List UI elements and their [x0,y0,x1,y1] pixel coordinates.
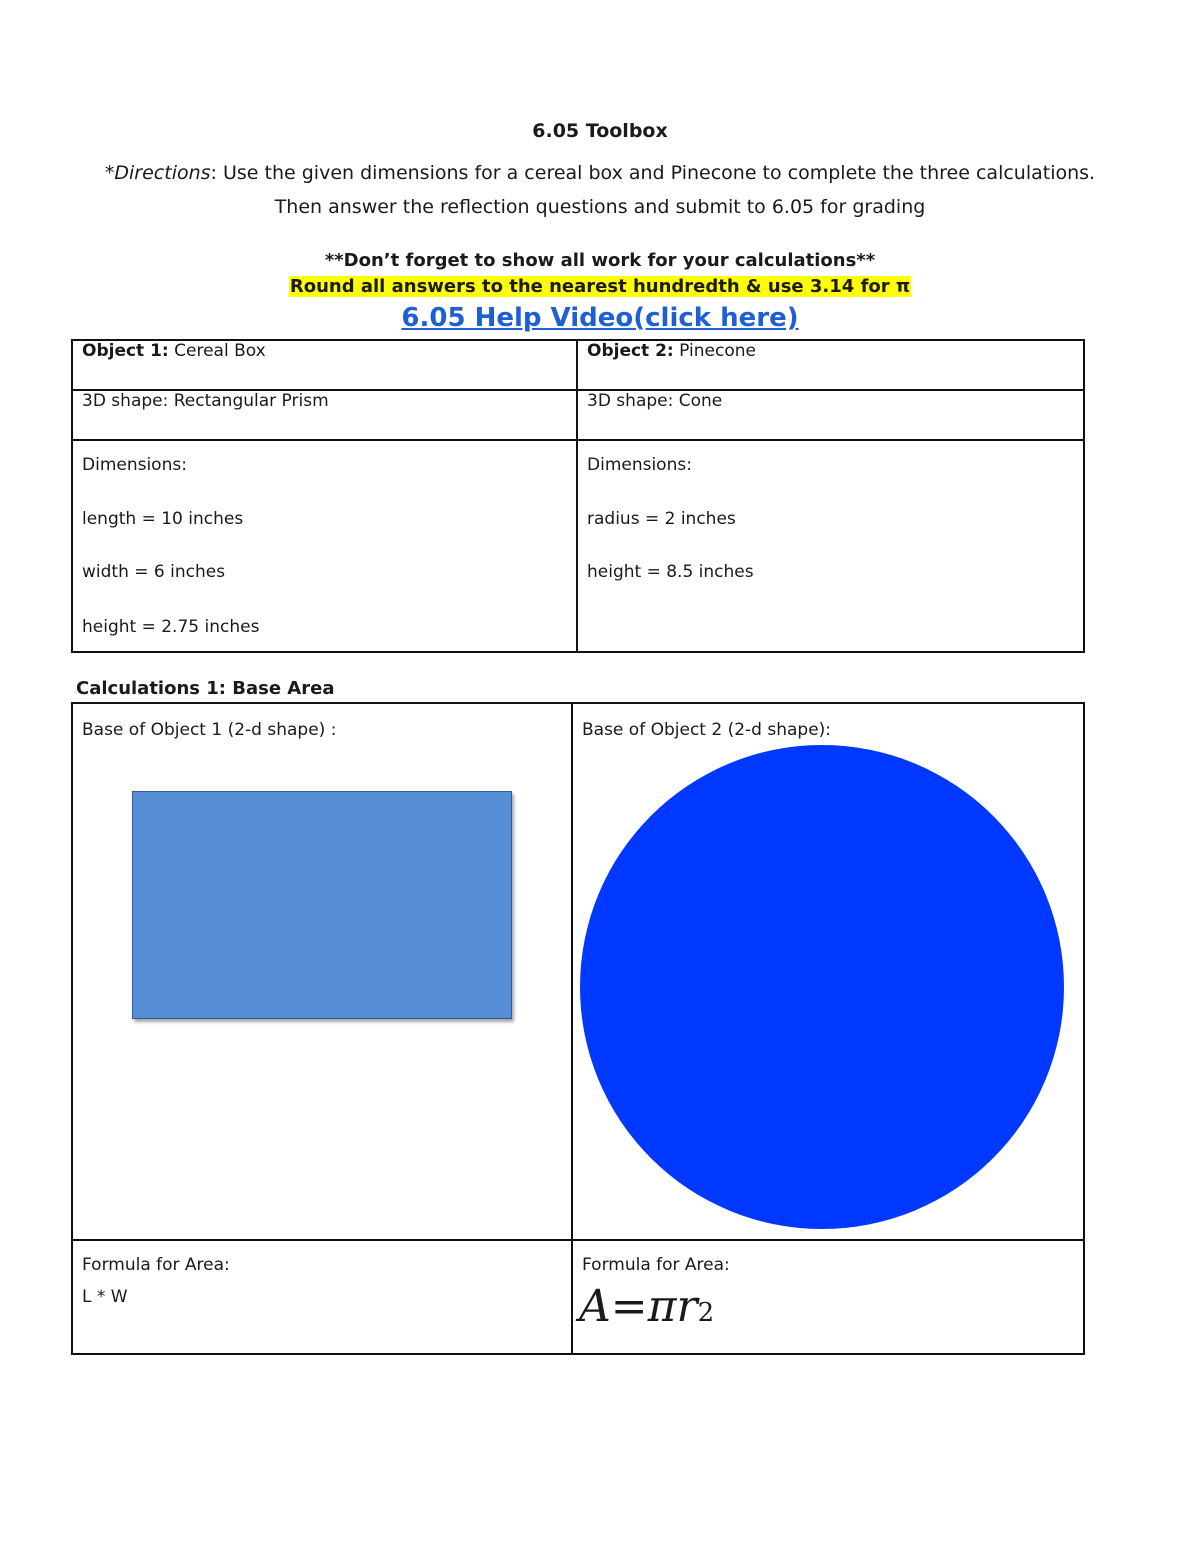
dimension-height: height = 8.5 inches [587,562,754,582]
dimension-radius: radius = 2 inches [587,509,736,529]
dimension-height: height = 2.75 inches [82,617,260,637]
object2-dimensions [577,440,1084,652]
base1-label: Base of Object 1 (2-d shape) : [82,720,337,740]
rounding-note: Round all answers to the nearest hundredth & use 3.14 for π [289,276,911,297]
page-title: 6.05 Toolbox [532,120,668,142]
dimension-length: length = 10 inches [82,509,244,529]
object1-name: Cereal Box [168,341,266,361]
object2-name: Pinecone [673,341,756,361]
dimensions-label: Dimensions: [587,455,692,475]
directions-line-1 [0,162,1200,184]
base-area-table [71,702,1085,1355]
object1-dimensions [72,440,577,652]
base2-cell [572,703,1084,1240]
object2-label: Object 2: [587,341,674,361]
base1-cell [72,703,572,1240]
object2-header [577,340,1084,390]
directions-label: Directions [114,162,211,184]
dimension-width: width = 6 inches [82,562,226,582]
calculations-heading: Calculations 1: Base Area [76,678,335,699]
formula1-cell [72,1240,572,1354]
object1-shape: 3D shape: Rectangular Prism [72,390,577,440]
show-work-note: **Don’t forget to show all work for your calculations** [324,250,876,271]
dimensions-label: Dimensions: [82,455,187,475]
directions-line-2: Then answer the reflection questions and submit to 6.05 for grading [274,196,926,218]
objects-table [71,339,1085,653]
directions-prefix: * [104,162,115,184]
circle-shape [580,745,1064,1229]
circle-area-formula [579,1281,715,1332]
help-video-link[interactable]: 6.05 Help Video(click here) [401,303,799,333]
directions-text: : Use the given dimensions for a cereal box and Pinecone to complete the three calculations. [210,162,1096,184]
formula1-value: L * W [82,1287,128,1307]
object1-label: Object 1: [82,341,169,361]
object2-shape: 3D shape: Cone [577,390,1084,440]
formula2-main: A=πr [579,1281,698,1332]
rounding-note-line [0,276,1200,297]
formula2-cell [572,1240,1084,1354]
base2-label: Base of Object 2 (2-d shape): [582,720,832,740]
formula2-label: Formula for Area: [582,1255,730,1275]
object1-header [72,340,577,390]
formula1-label: Formula for Area: [82,1255,230,1275]
rectangle-shape [132,791,512,1019]
formula2-exponent: 2 [697,1298,715,1328]
